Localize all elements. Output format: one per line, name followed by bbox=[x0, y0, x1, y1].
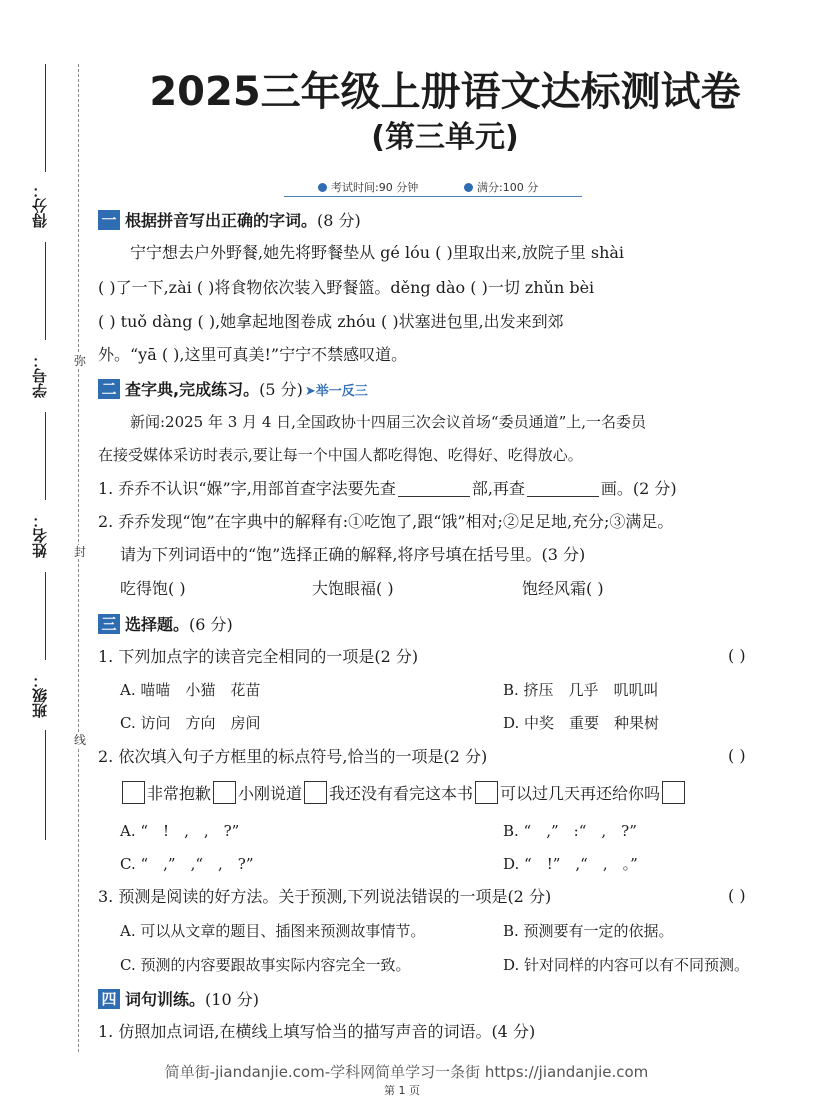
sec2-q1-a: 1. 乔乔不认识“媬”字,用部首查字法要先查 bbox=[98, 479, 396, 498]
sec1-line-3: ( ) tuǒ dàng ( ),她拿起地图卷成 zhóu ( )状塞进包里,出发来到郊 bbox=[98, 312, 564, 331]
sec2-word-1[interactable]: 吃得饱( ) bbox=[120, 579, 186, 598]
section-3-heading: 选择题。 bbox=[125, 615, 190, 634]
sec3-q1-answer[interactable]: ( ) bbox=[728, 646, 746, 665]
page-title: 2025三年级上册语文达标测试卷 bbox=[149, 69, 741, 115]
radical-blank[interactable] bbox=[398, 481, 470, 497]
sec2-q1-c: 画。(2 分) bbox=[600, 479, 677, 498]
page-number: 第 1 页 bbox=[384, 1084, 420, 1097]
sec2-news-1: 新闻:2025 年 3 月 4 日,全国政协十四届三次会议首场“委员通道”上,一名委员 bbox=[130, 413, 647, 431]
sec1-line-4: 外。“yā ( ),这里可真美!”宁宁不禁感叹道。 bbox=[98, 345, 408, 364]
sec3-q2-answer[interactable]: ( ) bbox=[728, 746, 746, 765]
sec4-q1: 1. 仿照加点词语,在横线上填写恰当的描写声音的词语。(4 分) bbox=[98, 1022, 536, 1041]
section-2-title bbox=[98, 377, 368, 400]
sentence-part-3: 我还没有看完这本书 bbox=[329, 784, 474, 803]
punct-box-2[interactable] bbox=[213, 781, 236, 804]
section-2-number: 二 bbox=[98, 379, 120, 399]
section-2-tag: ➤举一反三 bbox=[304, 384, 368, 399]
punct-box-5[interactable] bbox=[662, 781, 685, 804]
section-4-points: (10 分) bbox=[205, 990, 259, 1009]
punct-box-4[interactable] bbox=[475, 781, 498, 804]
class-line bbox=[45, 572, 46, 660]
section-1-number: 一 bbox=[98, 210, 120, 230]
student-id-label: 学号： bbox=[31, 353, 49, 399]
punct-box-3[interactable] bbox=[304, 781, 327, 804]
sec2-q2-line-1: 2. 乔乔发现“饱”在字典中的解释有:①吃饱了,跟“饿”相对;②足足地,充分;③满足。 bbox=[98, 512, 674, 531]
section-4-number: 四 bbox=[98, 989, 120, 1009]
sec3-q2-option-d[interactable]: D. “ !” ,“ , 。” bbox=[503, 855, 638, 873]
punct-box-1[interactable] bbox=[122, 781, 145, 804]
exam-score bbox=[464, 179, 538, 195]
stroke-count-blank[interactable] bbox=[527, 481, 599, 497]
sec2-q1-b: 部,再查 bbox=[471, 479, 525, 498]
sec3-q3-option-d[interactable]: D. 针对同样的内容可以有不同预测。 bbox=[503, 956, 750, 974]
seal-char-1: 弥 bbox=[73, 354, 86, 368]
score-line bbox=[45, 64, 46, 172]
sec3-q3: 3. 预测是阅读的好方法。关于预测,下列说法错误的一项是(2 分) bbox=[98, 887, 552, 906]
section-3-number: 三 bbox=[98, 614, 120, 634]
sec3-q3-option-b[interactable]: B. 预测要有一定的依据。 bbox=[503, 922, 674, 940]
section-3-points: (6 分) bbox=[189, 615, 233, 634]
sec3-q1: 1. 下列加点字的读音完全相同的一项是(2 分) bbox=[98, 647, 419, 666]
exam-time bbox=[318, 179, 418, 195]
sec1-line-1: 宁宁想去户外野餐,她先将野餐垫从 gé lóu ( )里取出来,放院子里 shài bbox=[130, 243, 625, 262]
section-2-points: (5 分) bbox=[259, 380, 303, 399]
exam-time-text: 考试时间:90 分钟 bbox=[331, 181, 419, 194]
name-label: 姓名： bbox=[31, 513, 49, 559]
section-3-title bbox=[98, 612, 233, 635]
sec3-q2-option-c[interactable]: C. “ ,” ,“ , ?” bbox=[120, 855, 254, 873]
footer-watermark: 简单街-jiandanjie.com-学科网简单学习一条街 https://jiandanjie.com bbox=[164, 1063, 649, 1081]
student-id-line bbox=[45, 242, 46, 340]
section-4-heading: 词句训练。 bbox=[125, 990, 206, 1009]
sentence-part-2: 小刚说道 bbox=[238, 784, 303, 803]
sec3-q1-option-a[interactable]: A. 喵喵 小猫 花苗 bbox=[120, 681, 261, 699]
sec2-q1 bbox=[98, 478, 677, 500]
sec3-q2: 2. 依次填入句子方框里的标点符号,恰当的一项是(2 分) bbox=[98, 747, 488, 766]
sec3-q1-option-c[interactable]: C. 访问 方向 房间 bbox=[120, 714, 261, 732]
sec3-q1-option-d[interactable]: D. 中奖 重要 种果树 bbox=[503, 714, 660, 732]
sentence-part-4: 可以过几天再还给你吗 bbox=[500, 784, 661, 803]
sec3-q2-option-b[interactable]: B. “ ,” :“ , ?” bbox=[503, 822, 637, 840]
clock-icon bbox=[318, 183, 327, 192]
sec2-news-2: 在接受媒体采访时表示,要让每一个中国人都吃得饱、吃得好、吃得放心。 bbox=[98, 446, 583, 464]
section-4-title bbox=[98, 987, 259, 1010]
class-label: 班级： bbox=[31, 673, 49, 719]
check-icon bbox=[464, 183, 473, 192]
sec3-q2-sentence bbox=[120, 781, 687, 805]
sec2-word-3[interactable]: 饱经风霜( ) bbox=[522, 579, 604, 598]
sec3-q3-option-c[interactable]: C. 预测的内容要跟故事实际内容完全一致。 bbox=[120, 956, 411, 974]
sec3-q3-option-a[interactable]: A. 可以从文章的题目、插图来预测故事情节。 bbox=[120, 922, 426, 940]
class-line-lower bbox=[45, 730, 46, 840]
section-1-title bbox=[98, 208, 361, 231]
score-label: 得分： bbox=[31, 183, 49, 229]
seal-char-3: 线 bbox=[73, 733, 86, 747]
sec3-q2-option-a[interactable]: A. “ ! , , ?” bbox=[120, 822, 240, 840]
sentence-part-1: 非常抱歉 bbox=[147, 784, 212, 803]
section-1-points: (8 分) bbox=[317, 211, 361, 230]
sec1-line-2: ( )了一下,zài ( )将食物依次装入野餐篮。děng dào ( )一切 zhǔn bèi bbox=[98, 278, 595, 297]
sec3-q3-answer[interactable]: ( ) bbox=[728, 886, 746, 905]
section-1-heading: 根据拼音写出正确的字词。 bbox=[125, 211, 318, 230]
section-2-heading: 查字典,完成练习。 bbox=[125, 380, 260, 399]
name-line bbox=[45, 412, 46, 500]
page-subtitle: (第三单元) bbox=[371, 120, 519, 155]
sec2-q2-line-2: 请为下列词语中的“饱”选择正确的解释,将序号填在括号里。(3 分) bbox=[120, 545, 586, 564]
seal-char-2: 封 bbox=[73, 545, 86, 559]
exam-score-text: 满分:100 分 bbox=[477, 181, 539, 194]
sec3-q1-option-b[interactable]: B. 挤压 几乎 叽叽叫 bbox=[503, 681, 659, 699]
exam-info-bar bbox=[284, 176, 582, 197]
sec2-word-2[interactable]: 大饱眼福( ) bbox=[312, 579, 394, 598]
